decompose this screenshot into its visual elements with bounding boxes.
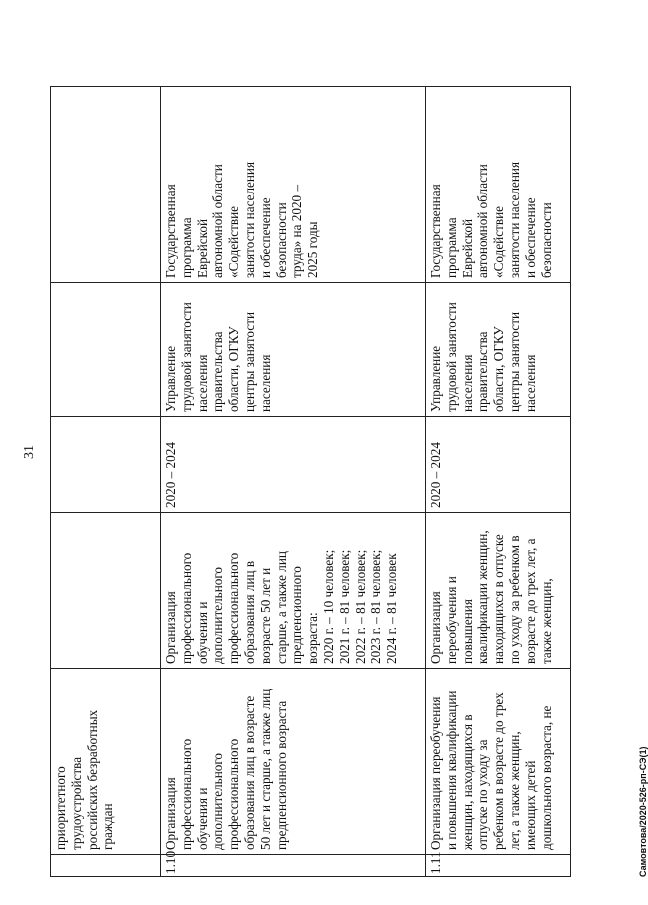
text-line: правительства — [475, 331, 491, 412]
measures-table — [50, 86, 571, 877]
text-line: безопасности — [273, 202, 289, 278]
text-line: образования лиц в — [241, 560, 257, 664]
text-line: трудовой занятости — [178, 302, 194, 412]
responsible — [51, 283, 161, 417]
indicator — [426, 513, 571, 669]
text-line: Еврейской — [194, 218, 210, 278]
text-line: отпуске по уходу за — [475, 739, 491, 850]
text-line: и обеспечение — [257, 197, 273, 278]
text-line: центры занятости — [506, 311, 522, 412]
text-line: «Содействие — [226, 206, 242, 278]
text-line: лет, а также женщин, — [506, 731, 522, 850]
row-number — [51, 855, 161, 877]
period: 2020 – 2024 — [161, 417, 426, 513]
text-line: безопасности — [538, 202, 554, 278]
text-line: повышения — [459, 599, 475, 664]
indicator — [161, 513, 426, 669]
text-line: приоритетного — [53, 766, 68, 850]
text-line: дополнительного — [210, 566, 226, 664]
text-line: переобучения и — [443, 576, 459, 664]
text-line: обучения и — [194, 787, 210, 850]
text-line: Еврейской — [459, 218, 475, 278]
text-line: ребенком в возрасте до трех — [491, 692, 507, 850]
table-row — [51, 87, 161, 877]
text-line: также женщин, — [538, 578, 554, 664]
text-line: находящихся в отпуске — [491, 534, 507, 664]
text-line: дополнительного — [210, 752, 226, 850]
page-number: 31 — [22, 445, 37, 459]
responsible — [161, 283, 426, 417]
text-line: 2023 г. – 81 человек; — [368, 549, 384, 664]
text-line: занятости населения — [506, 161, 522, 278]
text-line: дошкольного возраста, не — [538, 705, 554, 850]
row-number: 1.10 — [161, 855, 426, 877]
text-line: предпенсионного возраста — [273, 700, 289, 850]
text-line: профессионального — [226, 552, 242, 664]
text-line: 2022 г. – 81 человек; — [352, 549, 368, 664]
text-line: Организация переобучения — [428, 696, 443, 850]
text-line: Организация — [163, 777, 178, 850]
text-line: области, ОГКУ — [491, 326, 507, 412]
text-line: Управление — [428, 345, 443, 412]
text-line: 2021 г. – 81 человек; — [336, 549, 352, 664]
text-line: 2020 г. – 10 человек; — [320, 549, 336, 664]
text-line: автономной области — [475, 164, 491, 278]
text-line: труда» на 2020 – — [289, 184, 305, 278]
text-line: обучения и — [194, 601, 210, 664]
text-line: автономной области — [210, 164, 226, 278]
responsible — [426, 283, 571, 417]
text-line: возрасте 50 лет и — [257, 567, 273, 664]
text-line: Организация — [163, 591, 178, 664]
text-line: правительства — [210, 331, 226, 412]
text-line: населения — [522, 354, 538, 412]
text-line: профессионального — [226, 738, 242, 850]
indicator — [51, 513, 161, 669]
text-line: области, ОГКУ — [226, 326, 242, 412]
measure-name — [51, 669, 161, 855]
text-line: по уходу за ребенком в — [506, 535, 522, 664]
text-line: женщин, находящихся в — [459, 714, 475, 850]
text-line: 2025 годы — [305, 221, 321, 278]
text-line: российских безработных — [84, 709, 100, 850]
text-line: 50 лет и старше, а также лиц — [257, 688, 273, 850]
text-line: Управление — [163, 345, 178, 412]
text-line: старше, а также лиц — [273, 551, 289, 664]
text-line: граждан — [100, 803, 116, 850]
footer-code: Самовтова/2020-526-рп-СЭ(1) — [638, 746, 648, 877]
row-number: 1.11 — [426, 855, 571, 877]
program — [426, 87, 571, 283]
text-line: и повышения квалификации — [443, 690, 459, 850]
program — [51, 87, 161, 283]
table-row — [161, 87, 426, 877]
text-line: программа — [443, 217, 459, 278]
text-line: квалификации женщин, — [475, 530, 491, 664]
text-line: профессионального — [178, 738, 194, 850]
text-line: и обеспечение — [522, 197, 538, 278]
text-line: населения — [257, 354, 273, 412]
rotated-page — [22, 27, 648, 877]
text-line: трудоустройства — [68, 756, 84, 850]
period: 2020 – 2024 — [426, 417, 571, 513]
text-line: Государственная — [163, 184, 178, 278]
table-row — [426, 87, 571, 877]
text-line: населения — [194, 354, 210, 412]
text-line: «Содействие — [491, 206, 507, 278]
measure-name — [426, 669, 571, 855]
text-line: населения — [459, 354, 475, 412]
measure-name — [161, 669, 426, 855]
text-line: занятости населения — [241, 161, 257, 278]
text-line: Государственная — [428, 184, 443, 278]
text-line: 2024 г. – 81 человек — [384, 553, 400, 664]
text-line: профессионального — [178, 552, 194, 664]
text-line: Организация — [428, 591, 443, 664]
text-line: возрасте до трех лет, а — [522, 538, 538, 664]
text-line: возраста: — [305, 612, 321, 664]
text-line: предпенсионного — [289, 566, 305, 664]
text-line: трудовой занятости — [443, 302, 459, 412]
period — [51, 417, 161, 513]
text-line: имеющих детей — [522, 760, 538, 850]
text-line: программа — [178, 217, 194, 278]
text-line: образования лиц в возрасте — [241, 695, 257, 850]
program — [161, 87, 426, 283]
text-line: центры занятости — [241, 311, 257, 412]
